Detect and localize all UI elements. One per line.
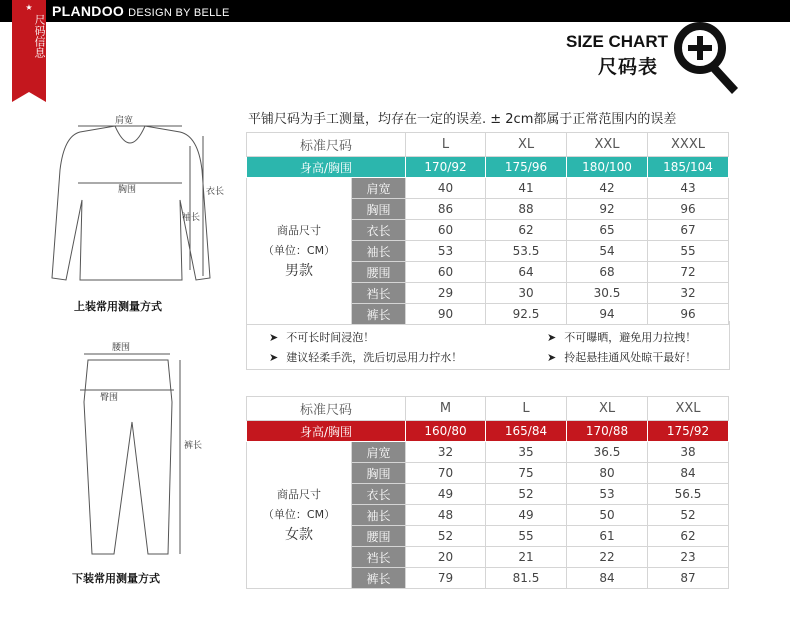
measurement-value: 35 xyxy=(486,442,567,463)
info-label: 商品尺寸 xyxy=(277,224,321,237)
length-label: 衣长 xyxy=(206,187,225,197)
measurement-value: 81.5 xyxy=(486,568,567,589)
unit-label: （单位：CM） xyxy=(262,508,336,521)
measurement-value: 86 xyxy=(406,199,486,220)
measurement-part: 腰围 xyxy=(352,526,406,547)
pants-length-label: 裤长 xyxy=(184,441,203,451)
measurement-value: 29 xyxy=(406,283,486,304)
measurement-part: 裤长 xyxy=(352,304,406,325)
measurement-value: 53.5 xyxy=(486,241,567,262)
measurement-value: 87 xyxy=(648,568,729,589)
measurement-value: 42 xyxy=(567,178,648,199)
star-icon: ★ xyxy=(25,3,33,12)
height-chest-row xyxy=(247,421,729,442)
height-chest-value: 175/92 xyxy=(648,421,729,442)
measurement-part: 胸围 xyxy=(352,199,406,220)
arrow-icon: ➤ xyxy=(547,331,557,344)
measurement-value: 68 xyxy=(567,262,648,283)
measurement-part: 裆长 xyxy=(352,283,406,304)
measurement-value: 92 xyxy=(567,199,648,220)
care-note: ➤ 不可长时间浸泡！ xyxy=(269,331,375,344)
measurement-value: 49 xyxy=(406,484,486,505)
unit-label: （单位：CM） xyxy=(262,244,336,257)
size-header: L xyxy=(486,397,567,421)
brand-name: PLANDOO xyxy=(52,3,125,19)
measurement-value: 64 xyxy=(486,262,567,283)
measurement-part: 袖长 xyxy=(352,505,406,526)
standard-size-label: 标准尺码 xyxy=(247,133,406,157)
measurement-value: 52 xyxy=(486,484,567,505)
brand-logo xyxy=(52,3,230,19)
measurement-part: 胸围 xyxy=(352,463,406,484)
measurement-value: 41 xyxy=(486,178,567,199)
measurement-value: 75 xyxy=(486,463,567,484)
size-header: XXL xyxy=(648,397,729,421)
measurement-value: 70 xyxy=(406,463,486,484)
measurement-value: 36.5 xyxy=(567,442,648,463)
measurement-value: 30 xyxy=(486,283,567,304)
product-size-info xyxy=(247,442,352,589)
measurement-value: 20 xyxy=(406,547,486,568)
measurement-value: 92.5 xyxy=(486,304,567,325)
measurement-value: 60 xyxy=(406,262,486,283)
measurement-value: 65 xyxy=(567,220,648,241)
care-notes xyxy=(246,321,730,370)
size-header: L xyxy=(406,133,486,157)
measurement-value: 40 xyxy=(406,178,486,199)
measurement-value: 62 xyxy=(648,526,729,547)
measurement-part: 衣长 xyxy=(352,484,406,505)
measurement-value: 61 xyxy=(567,526,648,547)
size-header-row xyxy=(247,133,729,157)
height-chest-label: 身高/胸围 xyxy=(247,157,406,178)
measurement-part: 袖长 xyxy=(352,241,406,262)
measurement-part: 裤长 xyxy=(352,568,406,589)
measurement-value: 55 xyxy=(486,526,567,547)
height-chest-row xyxy=(247,157,729,178)
measurement-value: 90 xyxy=(406,304,486,325)
measurement-part: 裆长 xyxy=(352,547,406,568)
standard-size-label: 标准尺码 xyxy=(247,397,406,421)
measurement-value: 49 xyxy=(486,505,567,526)
ribbon-label: 尺码信息 xyxy=(33,14,46,58)
men-size-table xyxy=(246,132,729,325)
measurement-value: 67 xyxy=(648,220,729,241)
size-header: XXL xyxy=(567,133,648,157)
height-chest-value: 160/80 xyxy=(406,421,486,442)
hip-label: 臀围 xyxy=(100,393,119,403)
measurement-value: 88 xyxy=(486,199,567,220)
height-chest-value: 180/100 xyxy=(567,157,648,178)
measurement-row xyxy=(247,178,729,199)
measurement-value: 52 xyxy=(406,526,486,547)
bottom-garment-caption: 下装常用测量方式 xyxy=(72,572,160,585)
care-note: ➤ 建议轻柔手洗，洗后切忌用力拧水！ xyxy=(269,351,463,364)
height-chest-value: 165/84 xyxy=(486,421,567,442)
height-chest-value: 170/88 xyxy=(567,421,648,442)
measurement-value: 96 xyxy=(648,199,729,220)
height-chest-value: 170/92 xyxy=(406,157,486,178)
size-header: XXXL xyxy=(648,133,729,157)
measurement-value: 96 xyxy=(648,304,729,325)
info-label: 商品尺寸 xyxy=(277,488,321,501)
measurement-part: 肩宽 xyxy=(352,178,406,199)
magnifier-plus-icon xyxy=(666,18,746,98)
measurement-value: 84 xyxy=(567,568,648,589)
care-note: ➤ 拎起悬挂通风处晾干最好！ xyxy=(547,351,697,364)
arrow-icon: ➤ xyxy=(547,351,557,364)
arrow-icon: ➤ xyxy=(269,331,279,344)
measurement-value: 21 xyxy=(486,547,567,568)
height-chest-label: 身高/胸围 xyxy=(247,421,406,442)
size-info-ribbon xyxy=(12,0,46,92)
measurement-value: 48 xyxy=(406,505,486,526)
measurement-value: 94 xyxy=(567,304,648,325)
measurement-value: 52 xyxy=(648,505,729,526)
height-chest-value: 185/104 xyxy=(648,157,729,178)
women-size-table xyxy=(246,396,729,589)
measurement-value: 62 xyxy=(486,220,567,241)
measurement-part: 衣长 xyxy=(352,220,406,241)
measurement-value: 53 xyxy=(406,241,486,262)
measurement-part: 肩宽 xyxy=(352,442,406,463)
measurement-value: 32 xyxy=(648,283,729,304)
measurement-value: 50 xyxy=(567,505,648,526)
size-header: XL xyxy=(486,133,567,157)
measurement-value: 60 xyxy=(406,220,486,241)
top-garment-caption: 上装常用测量方式 xyxy=(74,300,162,313)
measurement-value: 38 xyxy=(648,442,729,463)
arrow-icon: ➤ xyxy=(269,351,279,364)
measurement-part: 腰围 xyxy=(352,262,406,283)
measurement-value: 79 xyxy=(406,568,486,589)
product-size-info xyxy=(247,178,352,325)
shoulder-label: 肩宽 xyxy=(115,116,134,126)
measurement-value: 72 xyxy=(648,262,729,283)
bottom-garment-diagram xyxy=(70,340,210,560)
measurement-value: 23 xyxy=(648,547,729,568)
measurement-note: 平铺尺码为手工测量，均存在一定的误差. ± 2cm都属于正常范围内的误差 xyxy=(248,112,677,127)
measurement-value: 56.5 xyxy=(648,484,729,505)
measurement-value: 43 xyxy=(648,178,729,199)
measurement-value: 55 xyxy=(648,241,729,262)
height-chest-value: 175/96 xyxy=(486,157,567,178)
care-note: ➤ 不可曝晒，避免用力拉拽！ xyxy=(547,331,697,344)
measurement-value: 22 xyxy=(567,547,648,568)
measurement-value: 53 xyxy=(567,484,648,505)
gender-label: 男款 xyxy=(285,263,313,279)
size-header-row xyxy=(247,397,729,421)
measurement-value: 32 xyxy=(406,442,486,463)
chest-label: 胸围 xyxy=(118,185,137,195)
measurement-value: 30.5 xyxy=(567,283,648,304)
size-chart-title-cn: 尺码表 xyxy=(598,56,659,78)
gender-label: 女款 xyxy=(285,527,313,543)
measurement-value: 80 xyxy=(567,463,648,484)
waist-label: 腰围 xyxy=(112,343,131,353)
measurement-value: 54 xyxy=(567,241,648,262)
measurement-value: 84 xyxy=(648,463,729,484)
sleeve-label: 袖长 xyxy=(182,213,201,223)
size-chart-title: SIZE CHART xyxy=(566,32,668,51)
measurement-row xyxy=(247,442,729,463)
size-header: XL xyxy=(567,397,648,421)
size-header: M xyxy=(406,397,486,421)
top-garment-diagram xyxy=(20,110,230,290)
brand-subtitle: DESIGN BY BELLE xyxy=(128,7,230,19)
